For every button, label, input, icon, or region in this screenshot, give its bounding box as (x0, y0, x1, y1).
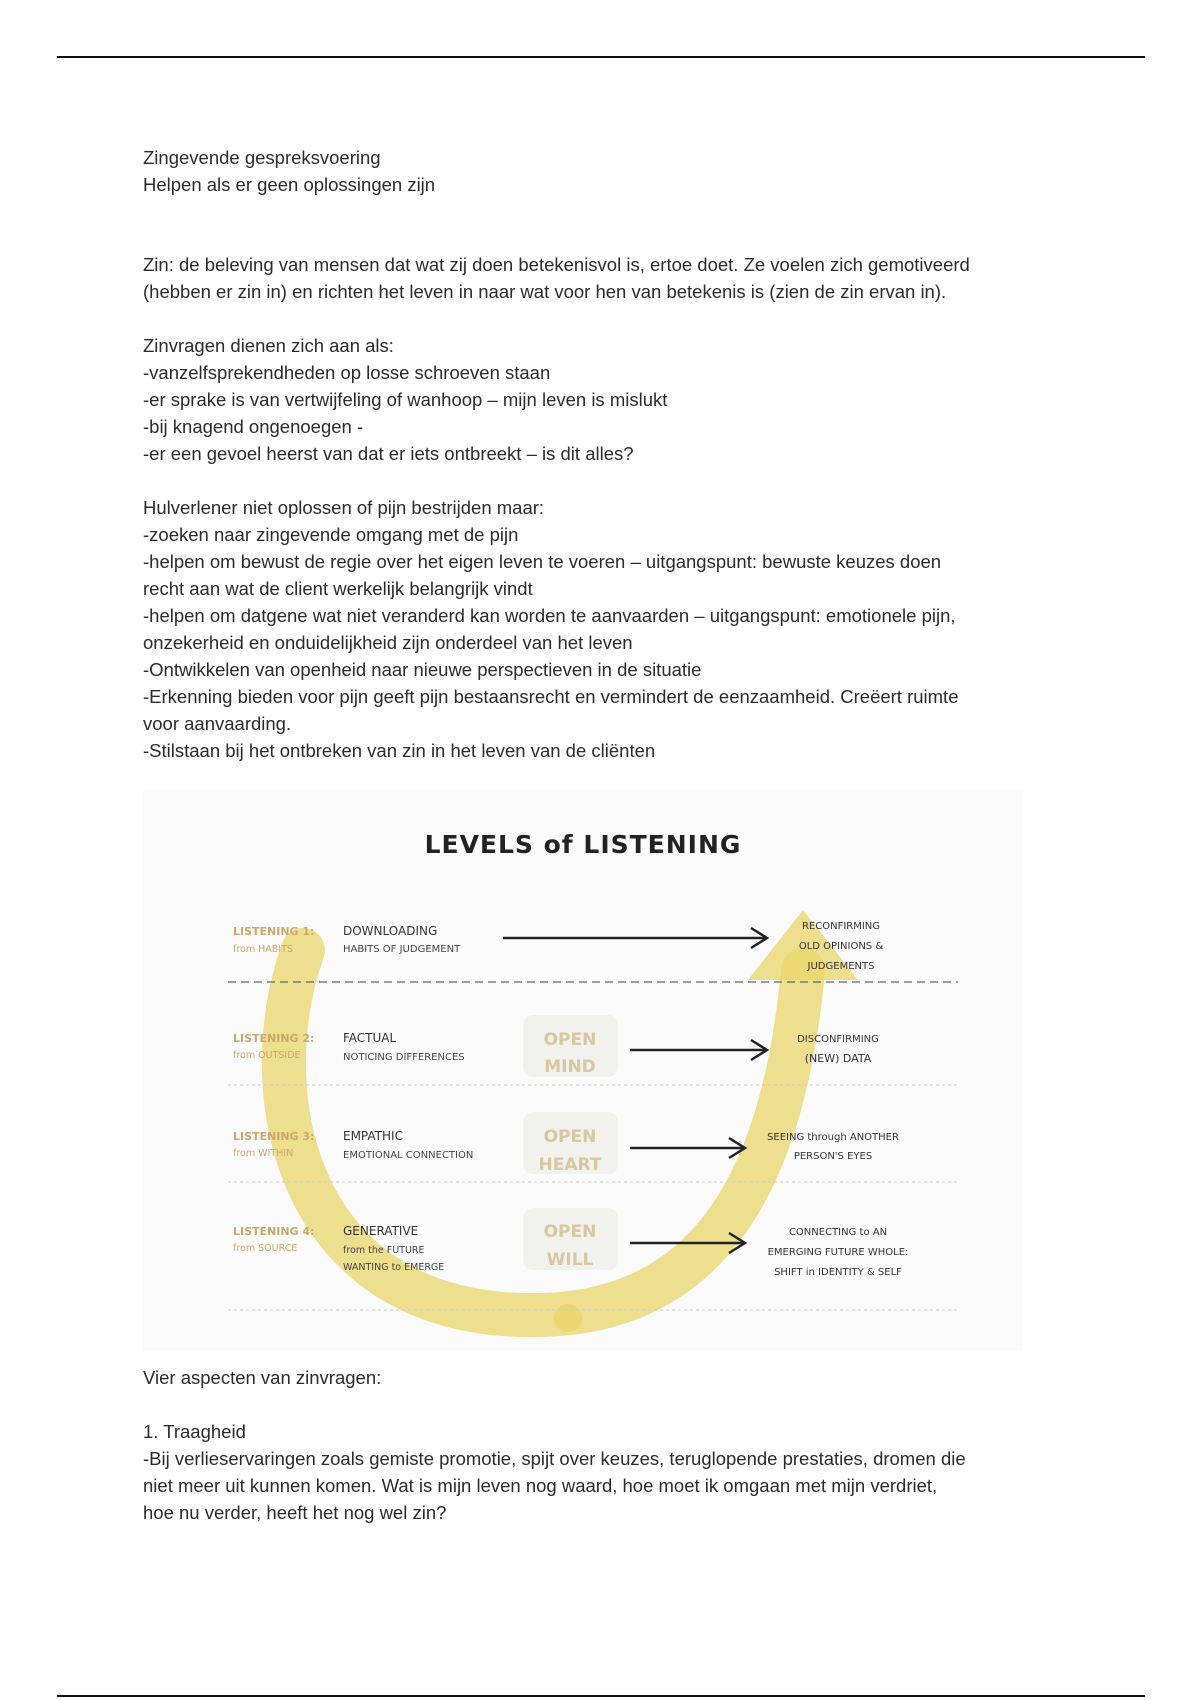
level-result: SEEING through ANOTHER (767, 1132, 899, 1143)
level-label: LISTENING 3: (233, 1130, 315, 1143)
list-item: -Erkenning bieden voor pijn geeft pijn bestaansrecht en vermindert de eenzaamheid. Creëert ruimte (143, 686, 959, 707)
open-label: OPEN (543, 1030, 597, 1050)
aspect-heading: 1. Traagheid (143, 1421, 246, 1442)
list-item: -er sprake is van vertwijfeling of wanhoop – mijn leven is mislukt (143, 389, 668, 410)
hulpverlener-intro: Hulverlener niet oplossen of pijn bestrijden maar: (143, 497, 545, 518)
bottom-rule (57, 1695, 1145, 1697)
list-item: niet meer uit kunnen komen. Wat is mijn leven nog waard, hoe moet ik omgaan met mijn verdriet, (143, 1475, 938, 1496)
level-name: DOWNLOADING (343, 924, 438, 938)
level-result: (NEW) DATA (804, 1052, 872, 1065)
level-desc: HABITS OF JUDGEMENT (343, 944, 461, 955)
document-subtitle: Helpen als er geen oplossingen zijn (143, 174, 436, 195)
level-label: LISTENING 1: (233, 925, 315, 938)
document-header (143, 144, 1063, 198)
level-name: EMPATHIC (343, 1129, 403, 1143)
level-result: JUDGEMENTS (807, 961, 875, 972)
level-desc: WANTING to EMERGE (343, 1262, 445, 1273)
open-label: OPEN (543, 1222, 597, 1242)
level-desc: from the FUTURE (343, 1245, 425, 1256)
level-name: GENERATIVE (343, 1224, 419, 1238)
level-source: from WITHIN (233, 1148, 294, 1159)
definition-line: (hebben er zin in) en richten het leven in naar wat voor hen van betekenis is (zien de zin ervan in). (143, 281, 947, 302)
open-label: HEART (538, 1155, 602, 1175)
list-item: -er een gevoel heerst van dat er iets ontbreekt – is dit alles? (143, 443, 634, 464)
open-label: WILL (546, 1250, 594, 1270)
level-source: from SOURCE (233, 1243, 298, 1254)
level-desc: NOTICING DIFFERENCES (343, 1052, 465, 1063)
levels-of-listening-diagram (143, 790, 1023, 1350)
list-item: -Bij verlieservaringen zoals gemiste promotie, spijt over keuzes, teruglopende prestaties, dromen die (143, 1448, 966, 1469)
levels-of-listening-figure (143, 790, 1023, 1350)
level-result: SHIFT in IDENTITY & SELF (774, 1267, 902, 1278)
list-item: -helpen om bewust de regie over het eigen leven te voeren – uitgangspunt: bewuste keuzes doen (143, 551, 942, 572)
aspects-intro: Vier aspecten van zinvragen: (143, 1367, 382, 1388)
open-label: OPEN (543, 1127, 597, 1147)
list-item: -vanzelfsprekendheden op losse schroeven staan (143, 362, 551, 383)
level-result: CONNECTING to AN (788, 1227, 888, 1238)
document-title: Zingevende gespreksvoering (143, 147, 381, 168)
zinvragen-intro: Zinvragen dienen zich aan als: (143, 335, 394, 356)
level-result: RECONFIRMING (801, 921, 881, 932)
list-item: -helpen om datgene wat niet veranderd kan worden te aanvaarden – uitgangspunt: emotionele pijn, (143, 605, 956, 626)
level-source: from HABITS (233, 944, 293, 955)
level-desc: EMOTIONAL CONNECTION (343, 1150, 474, 1161)
level-result: PERSON'S EYES (793, 1151, 873, 1162)
list-item: -bij knagend ongenoegen - (143, 416, 364, 437)
level-source: from OUTSIDE (233, 1050, 301, 1061)
open-label: MIND (544, 1057, 596, 1077)
list-item: -Stilstaan bij het ontbreken van zin in het leven van de cliënten (143, 740, 656, 761)
level-label: LISTENING 2: (233, 1032, 315, 1045)
list-item: -Ontwikkelen van openheid naar nieuwe perspectieven in de situatie (143, 659, 702, 680)
list-item: voor aanvaarding. (143, 713, 292, 734)
level-label: LISTENING 4: (233, 1225, 315, 1238)
level-name: FACTUAL (343, 1031, 397, 1045)
list-item: hoe nu verder, heeft het nog wel zin? (143, 1502, 447, 1523)
figure-title: LEVELS of LISTENING (424, 830, 742, 859)
document-body-continued (143, 1364, 1063, 1526)
document-body (143, 251, 1063, 764)
level-result: OLD OPINIONS & (798, 941, 884, 952)
level-result: DISCONFIRMING (797, 1034, 879, 1045)
definition-line: Zin: de beleving van mensen dat wat zij doen betekenisvol is, ertoe doet. Ze voelen zich gemotiveerd (143, 254, 970, 275)
list-item: -zoeken naar zingevende omgang met de pijn (143, 524, 519, 545)
top-rule (57, 56, 1145, 58)
list-item: recht aan wat de client werkelijk belangrijk vindt (143, 578, 533, 599)
level-result: EMERGING FUTURE WHOLE: (767, 1247, 909, 1258)
list-item: onzekerheid en onduidelijkheid zijn onderdeel van het leven (143, 632, 633, 653)
